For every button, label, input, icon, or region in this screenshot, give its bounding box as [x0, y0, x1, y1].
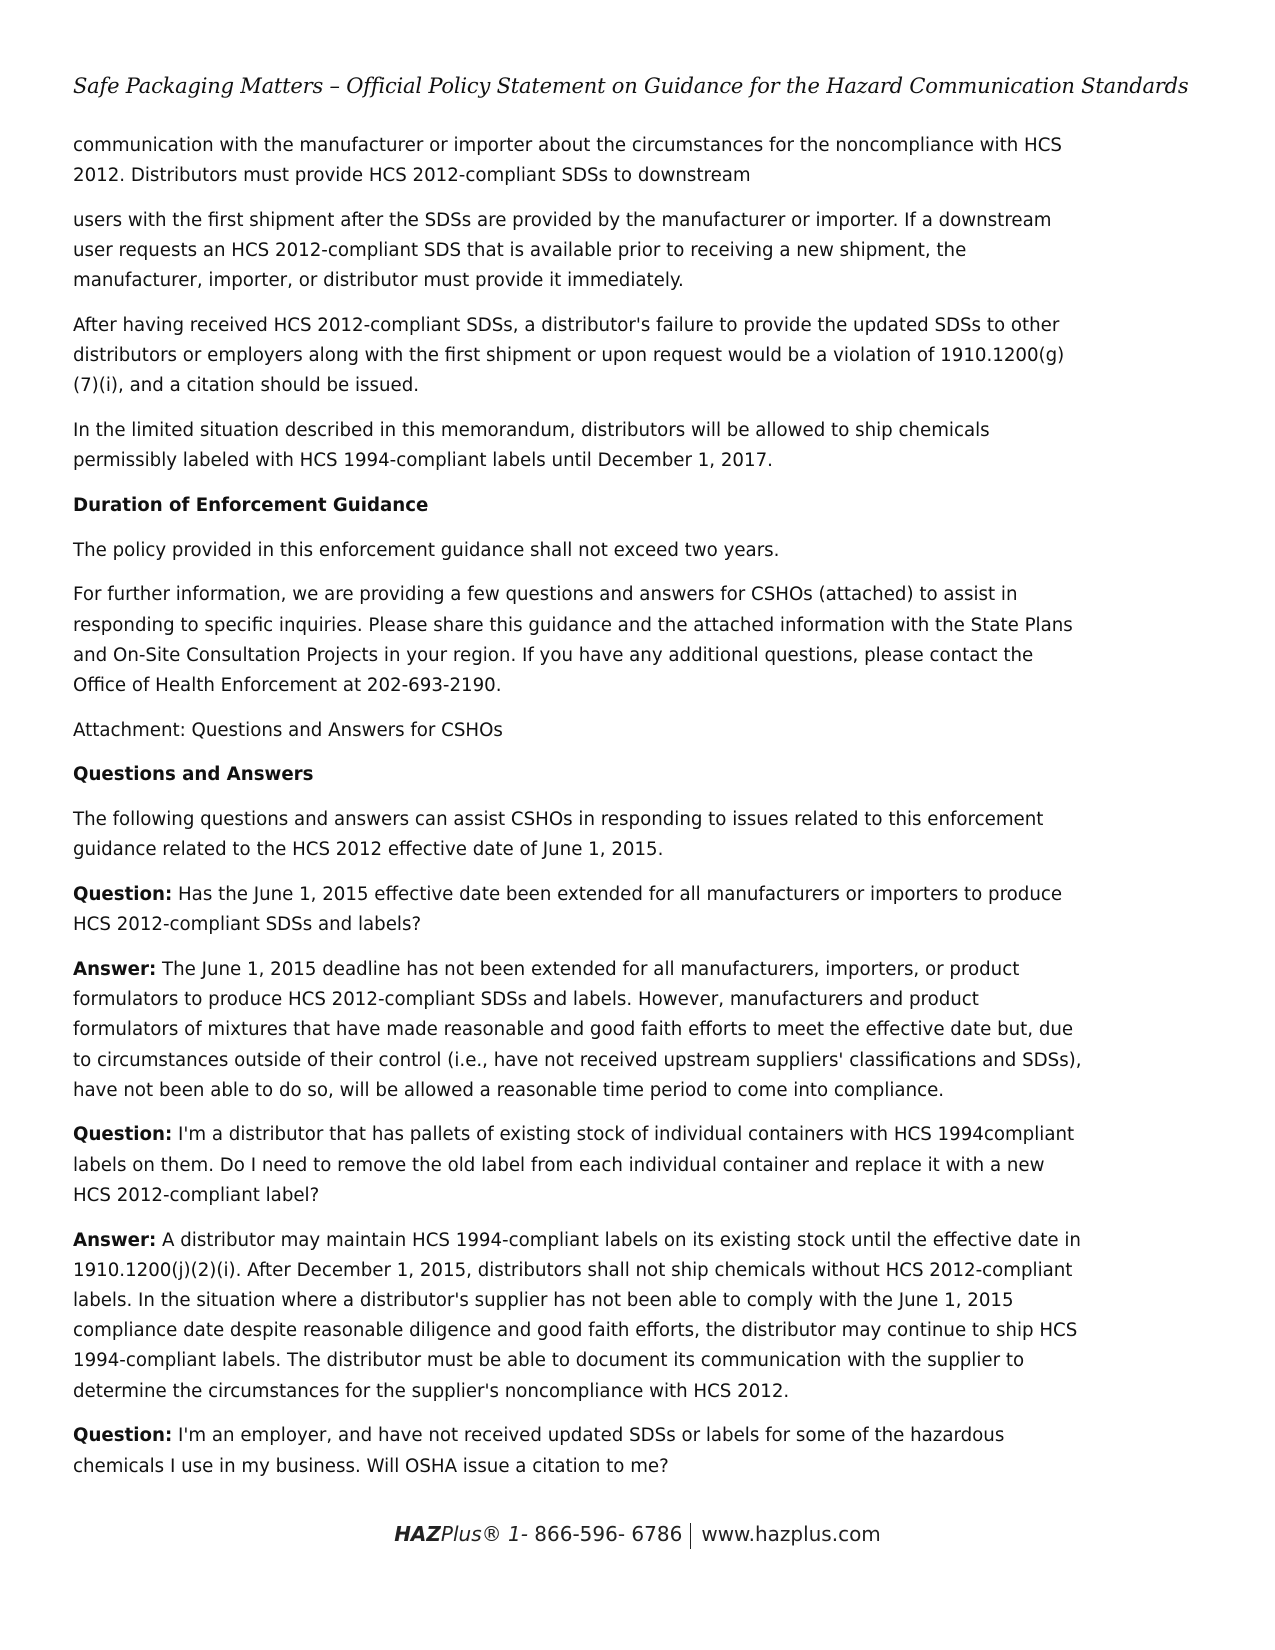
footer-brand: [394, 1522, 481, 1546]
footer-brand-plus: Plus: [440, 1522, 482, 1546]
paragraph: communication with the manufacturer or importer about the circumstances for the noncompliance with HCS 2012. Distributors must provide HCS 2012-compliant SDSs to downstream: [73, 135, 1062, 187]
answer-1: [73, 955, 1083, 1106]
section-heading-duration: Duration of Enforcement Guidance: [73, 495, 429, 517]
answer-2: [73, 1226, 1083, 1407]
paragraph: After having received HCS 2012-compliant SDSs, a distributor's failure to provide the updated SDSs to other distributors or employers along with the first shipment or upon request would be a violation of 1910.1200(g)(7)(i), and a citation should be issued.: [73, 315, 1065, 397]
answer-label: Answer:: [73, 1229, 157, 1251]
question-label: Question:: [73, 884, 173, 906]
question-text: Has the June 1, 2015 effective date been extended for all manufacturers or importers to produce HCS 2012-compliant SDSs and labels?: [73, 884, 1063, 936]
paragraph: The policy provided in this enforcement guidance shall not exceed two years.: [73, 539, 780, 561]
answer-text: The June 1, 2015 deadline has not been extended for all manufacturers, importers, or product formulators to produce HCS 2012-compliant SDSs and labels. However, manufacturers and product formulators of mixtures that have made reasonable and good faith efforts to meet the effective date but, due to circumstances outside of their control (i.e., have not received upstream suppliers' classifications and SDSs), have not been able to do so, will be allowed a reasonable time period to come into compliance.: [73, 958, 1082, 1101]
footer-separator: [690, 1523, 691, 1549]
answer-label: Answer:: [73, 958, 157, 980]
section-heading-qa: Questions and Answers: [73, 764, 314, 786]
question-label: Question:: [73, 1124, 173, 1146]
header-title: Safe Packaging Matters – Official Policy Statement on Guidance for the Hazard Communication Standards: [73, 74, 1189, 98]
question-1: [73, 880, 1083, 940]
footer-phone: 866-596- 6786: [527, 1522, 683, 1546]
question-text: I'm a distributor that has pallets of existing stock of individual containers with HCS 1994compliant labels on them. Do I need to remove the old label from each individual container and replace it with a new HCS 2012-compliant label?: [73, 1124, 1075, 1206]
paragraph: In the limited situation described in this memorandum, distributors will be allowed to ship chemicals permissibly labeled with HCS 1994-compliant labels until December 1, 2017.: [73, 420, 990, 472]
footer-brand-haz: HAZ: [394, 1522, 441, 1546]
question-label: Question:: [73, 1425, 173, 1447]
question-2: [73, 1120, 1083, 1211]
paragraph: The following questions and answers can assist CSHOs in responding to issues related to this enforcement guidance related to the HCS 2012 effective date of June 1, 2015.: [73, 809, 1044, 861]
footer-website: www.hazplus.com: [701, 1522, 881, 1546]
paragraph: For further information, we are providing a few questions and answers for CSHOs (attached) to assist in responding to specific inquiries. Please share this guidance and the attached information with the State Plans and On-Site Consultation Projects in your region. If you have any additional questions, please contact the Office of Health Enforcement at 202-693-2190.: [73, 584, 1073, 697]
page-header: [73, 74, 1213, 98]
page-footer: [0, 1522, 1275, 1549]
document-body: [73, 131, 1083, 1496]
question-3: [73, 1421, 1083, 1481]
question-text: I'm an employer, and have not received updated SDSs or labels for some of the hazardous chemicals I use in my business. Will OSHA issue a citation to me?: [73, 1425, 1005, 1477]
paragraph: users with the first shipment after the SDSs are provided by the manufacturer or importer. If a downstream user requests an HCS 2012-compliant SDS that is available prior to receiving a new shipment, the manufacturer, importer, or distributor must provide it immediately.: [73, 209, 1052, 292]
attachment-line: Attachment: Questions and Answers for CSHOs: [73, 719, 503, 741]
footer-trademark: ® 1-: [481, 1522, 528, 1546]
answer-text: A distributor may maintain HCS 1994-compliant labels on its existing stock until the effective date in 1910.1200(j)(2)(i). After December 1, 2015, distributors shall not ship chemicals without HCS 2012-compliant labels. In the situation where a distributor's supplier has not been able to comply with the June 1, 2015 compliance date despite reasonable diligence and good faith efforts, the distributor may continue to ship HCS 1994-compliant labels. The distributor must be able to document its communication with the supplier to determine the circumstances for the supplier's noncompliance with HCS 2012.: [73, 1229, 1081, 1402]
